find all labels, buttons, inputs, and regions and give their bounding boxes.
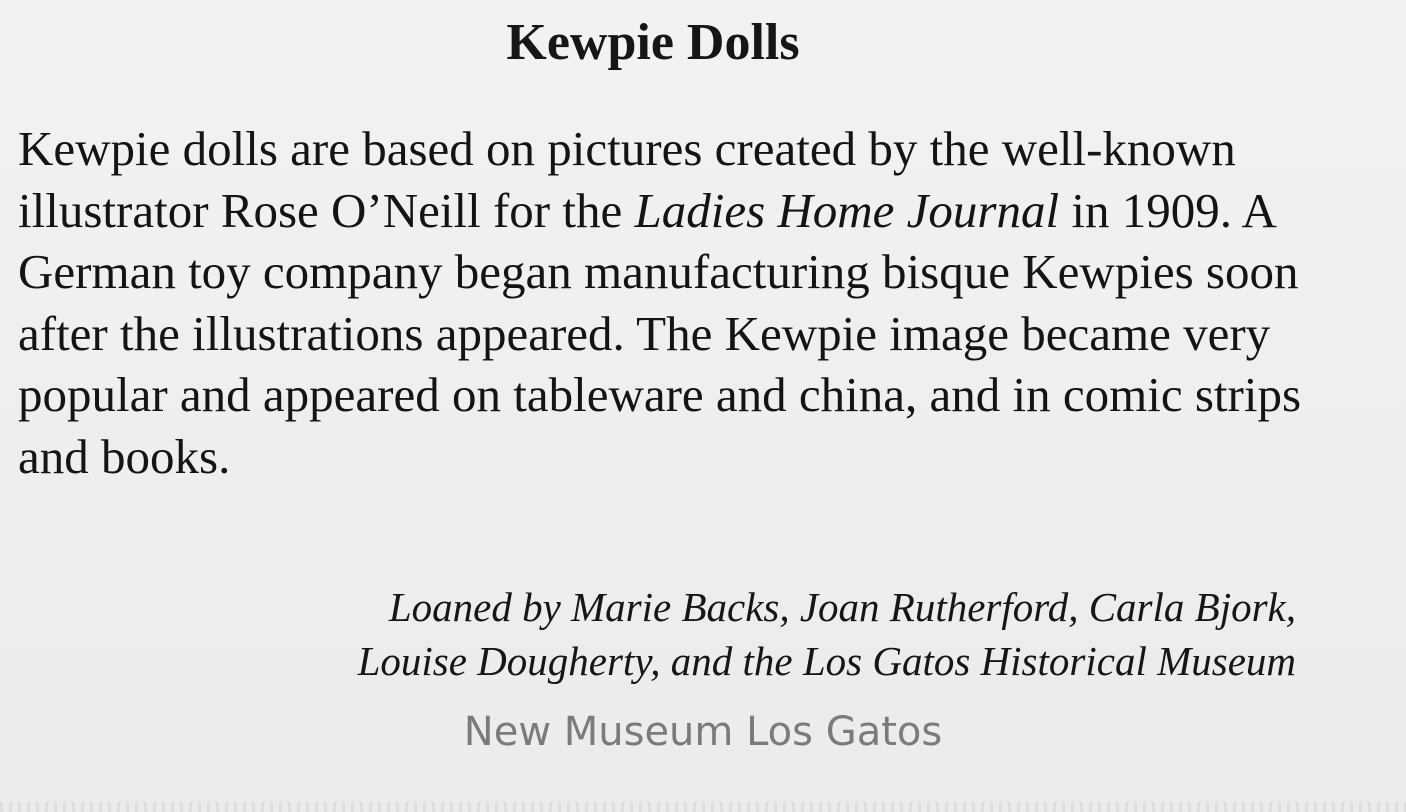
card-bottom-edge [0, 802, 1406, 812]
watermark-caption: New Museum Los Gatos [463, 709, 943, 755]
label-body [18, 118, 1318, 487]
publication-title: Ladies Home Journal [634, 182, 1060, 238]
label-title: Kewpie Dolls [506, 14, 800, 71]
loan-credit [0, 580, 1296, 688]
credit-line-1: Loaned by Marie Backs, Joan Rutherford, Carla Bjork, [388, 584, 1296, 630]
body-text-part-1: Kewpie dolls are based on pictures created by the well-known illustrator Rose O’Neill for the [18, 121, 1236, 238]
body-text-part-2: in 1909. A German toy company began manufacturing bisque Kewpies soon after the illustrations appeared. The Kewpie image became very popular and appeared on tableware and china, and in comic strips and books. [18, 182, 1302, 484]
credit-line-2: Louise Dougherty, and the Los Gatos Historical Museum [357, 638, 1296, 684]
